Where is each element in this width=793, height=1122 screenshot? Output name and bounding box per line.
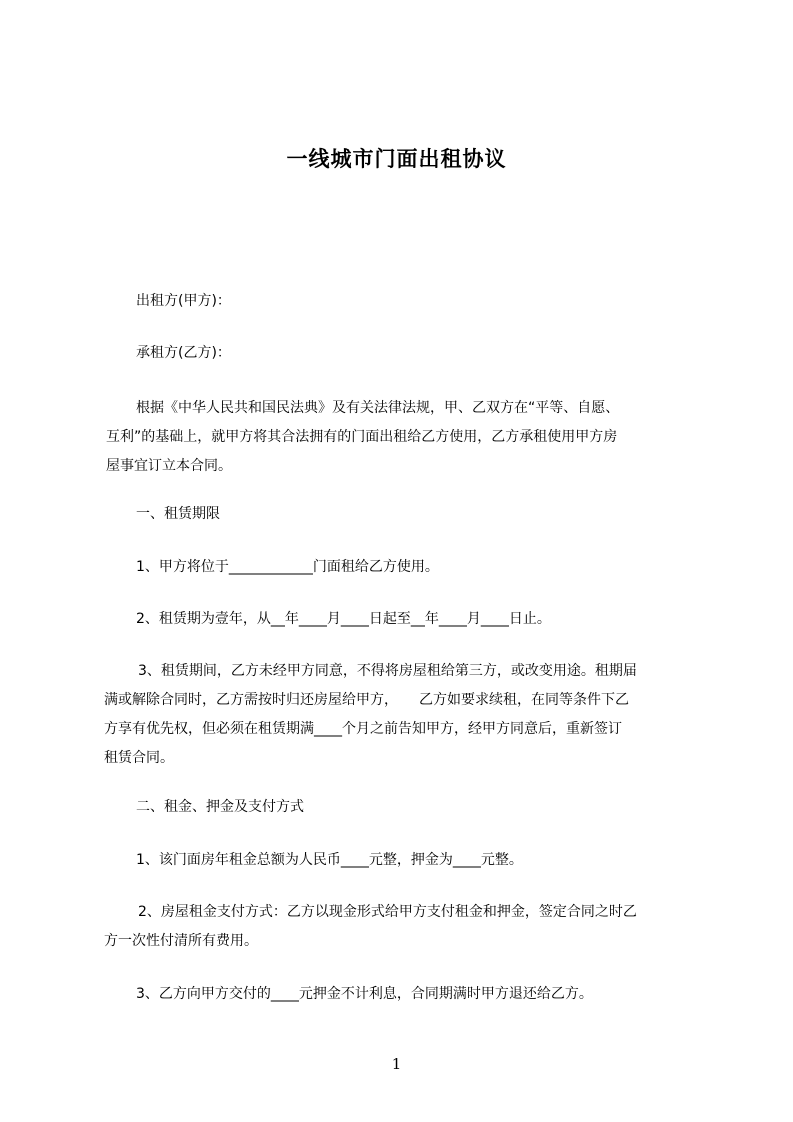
- section2-item2-line: 2、房屋租金支付方式：乙方以现金形式给甲方支付租金和押金，签定合同之时乙: [138, 904, 637, 920]
- section1-item3-line: 满或解除合同时，乙方需按时归还房屋给甲方， 乙方如要求续租，在同等条件下乙: [104, 692, 629, 708]
- preamble-paragraph: [106, 394, 706, 481]
- preamble-line: 互利”的基础上，就甲方将其合法拥有的门面出租给乙方使用，乙方承租使用甲方房: [106, 429, 618, 445]
- section1-item3: [104, 657, 704, 773]
- section2-item2-line: 方一次性付清所有费用。: [104, 933, 258, 949]
- preamble-line: 根据《中华人民共和国民法典》及有关法律法规，甲、乙双方在“平等、自愿、: [136, 400, 620, 416]
- section2-item2: [104, 898, 704, 956]
- section1-item3-line: 租赁合同。: [104, 750, 174, 766]
- document-title: 一线城市门面出租协议: [286, 147, 507, 171]
- section2-heading: 二、租金、押金及支付方式: [136, 799, 304, 815]
- section1-item3-line: 3、租赁期间，乙方未经甲方同意，不得将房屋租给第三方，或改变用途。租期届: [138, 663, 637, 679]
- section1-item3-line: 方享有优先权，但必须在租赁期满____个月之前告知甲方，经甲方同意后，重新签订: [104, 721, 622, 737]
- page-number: 1: [391, 1055, 402, 1073]
- lessee-label: 承租方(乙方)：: [136, 345, 231, 361]
- section1-item2: 2、租赁期为壹年，从__年____月____日起至__年____月____日止。: [136, 611, 551, 627]
- section1-heading: 一、租赁期限: [136, 506, 220, 522]
- section1-item1: 1、甲方将位于____________门面租给乙方使用。: [136, 559, 439, 575]
- section2-item1: 1、该门面房年租金总额为人民币____元整，押金为____元整。: [136, 852, 523, 868]
- lessor-label: 出租方(甲方)：: [136, 293, 231, 309]
- section2-item3: 3、乙方向甲方交付的____元押金不计利息，合同期满时甲方退还给乙方。: [136, 986, 593, 1002]
- preamble-line: 屋事宜订立本合同。: [106, 458, 232, 474]
